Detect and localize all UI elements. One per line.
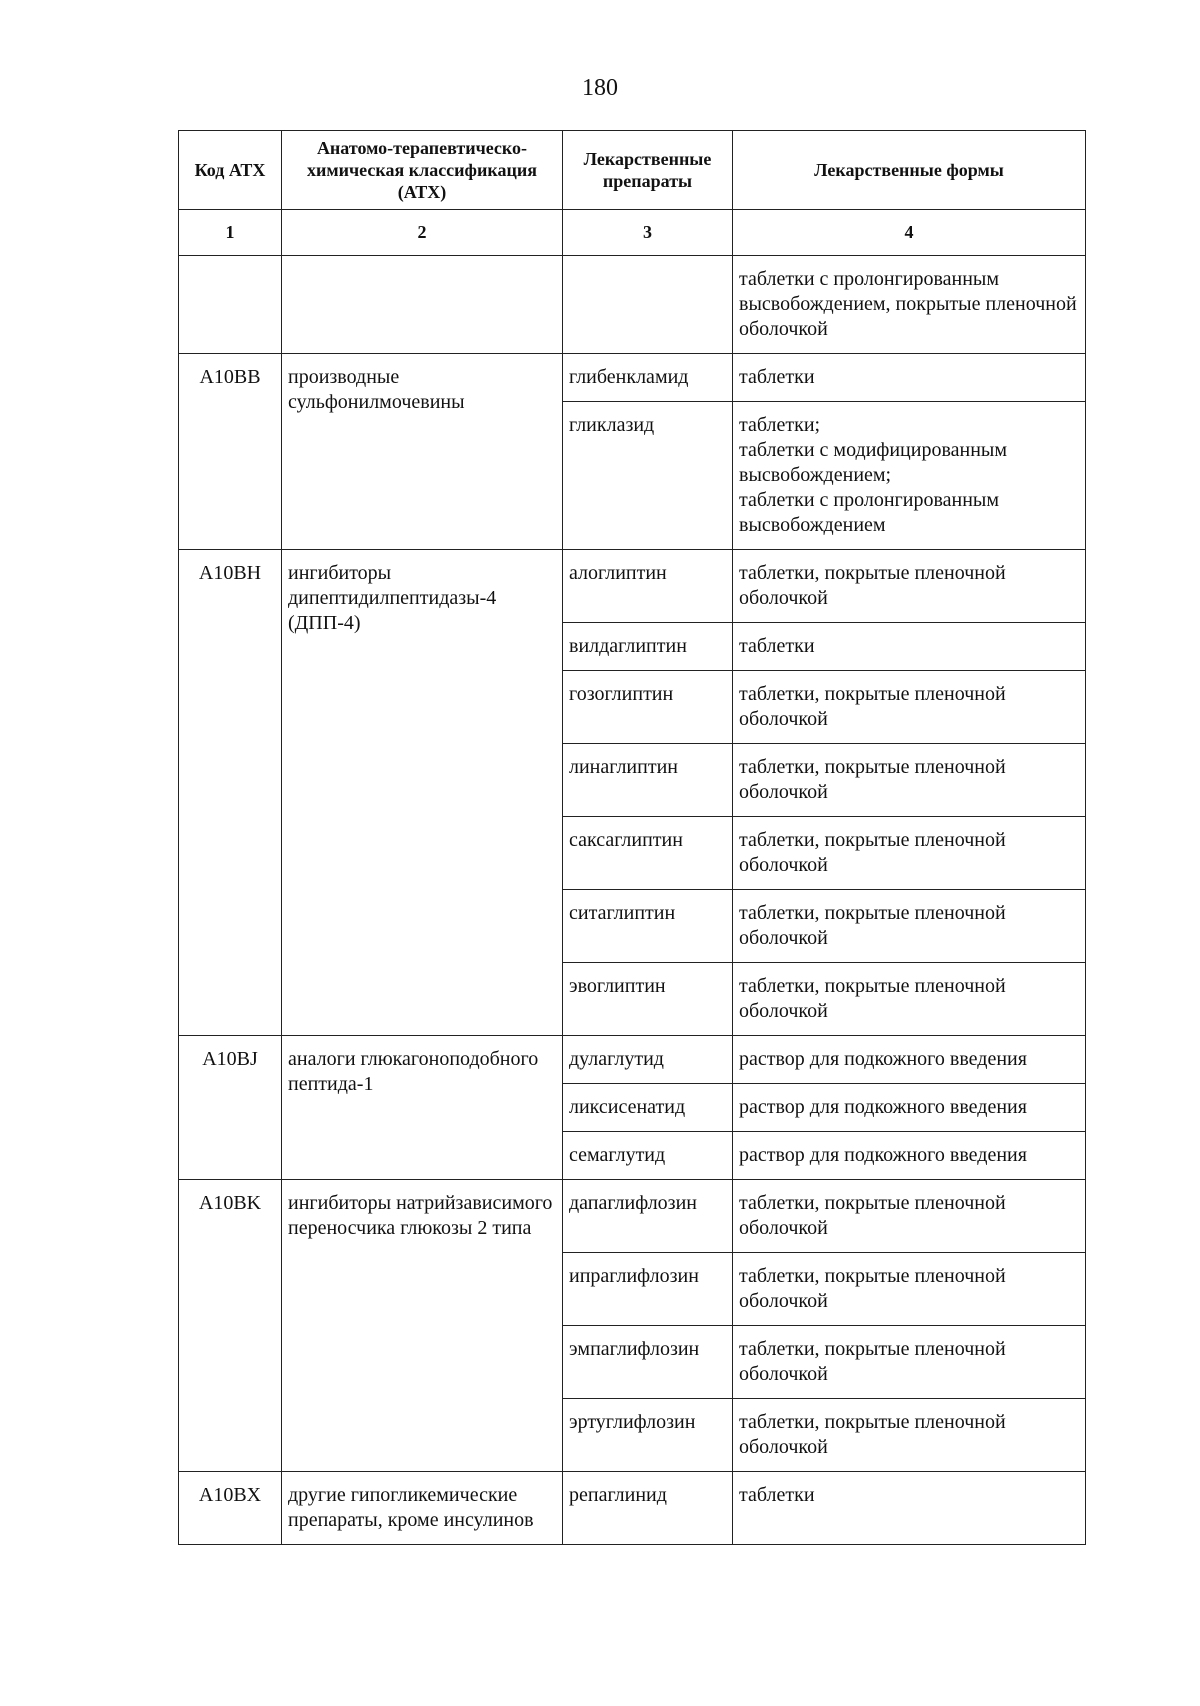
drug-name-cell: гозоглиптин	[563, 671, 733, 744]
drug-name-cell: дапаглифлозин	[563, 1180, 733, 1253]
dosage-form-cell	[733, 402, 1086, 550]
drug-name-cell: вилдаглиптин	[563, 623, 733, 671]
table-row	[179, 550, 1086, 623]
dosage-form-cell: таблетки с пролонгированным высвобождением, покрытые пленочной оболочкой	[733, 256, 1086, 354]
continuation-row	[179, 256, 1086, 354]
dosage-form-line: таблетки, покрытые пленочной оболочкой	[739, 1265, 1006, 1312]
dosage-form-line: таблетки, покрытые пленочной оболочкой	[739, 1338, 1006, 1385]
header-dosage-forms: Лекарственные формы	[733, 131, 1086, 210]
dosage-form-cell	[733, 1326, 1086, 1399]
header-atx-classification: Анатомо-терапевтическо-химическая классификация (АТХ)	[282, 131, 563, 210]
atx-code-cell: A10BH	[179, 550, 282, 1036]
table-row	[179, 354, 1086, 402]
table-row	[179, 1472, 1086, 1545]
classification-cell: производные сульфонилмочевины	[282, 354, 563, 550]
dosage-form-line: таблетки с пролонгированным высвобождением	[739, 489, 1000, 536]
classification-cell: аналоги глюкагоноподобного пептида-1	[282, 1036, 563, 1180]
dosage-form-line: таблетки	[739, 366, 815, 388]
header-row	[179, 131, 1086, 210]
dosage-form-cell	[733, 623, 1086, 671]
table-row	[179, 1036, 1086, 1084]
dosage-form-line: таблетки, покрытые пленочной оболочкой	[739, 683, 1006, 730]
dosage-form-line: таблетки с модифицированным высвобождением;	[739, 439, 1008, 486]
column-number-row	[179, 210, 1086, 256]
dosage-form-cell	[733, 1399, 1086, 1472]
empty-classification-cell	[282, 256, 563, 354]
dosage-form-line: таблетки, покрытые пленочной оболочкой	[739, 902, 1006, 949]
header-drugs: Лекарственные препараты	[563, 131, 733, 210]
drug-name-cell: ликсисенатид	[563, 1084, 733, 1132]
table-body	[179, 210, 1086, 1545]
drug-name-cell: семаглутид	[563, 1132, 733, 1180]
empty-drug-cell	[563, 256, 733, 354]
drug-name-cell: глибенкламид	[563, 354, 733, 402]
dosage-form-line: таблетки	[739, 635, 815, 657]
classification-cell: ингибиторы натрийзависимого переносчика глюкозы 2 типа	[282, 1180, 563, 1472]
drug-name-cell: линаглиптин	[563, 744, 733, 817]
dosage-form-line: раствор для подкожного введения	[739, 1144, 1027, 1166]
column-number: 2	[282, 210, 563, 256]
drug-name-cell: эмпаглифлозин	[563, 1326, 733, 1399]
atx-code-cell: A10BK	[179, 1180, 282, 1472]
dosage-form-cell	[733, 354, 1086, 402]
classification-cell: другие гипогликемические препараты, кроме инсулинов	[282, 1472, 563, 1545]
drug-name-cell: ипраглифлозин	[563, 1253, 733, 1326]
atx-code-cell: A10BX	[179, 1472, 282, 1545]
dosage-form-cell	[733, 1084, 1086, 1132]
drug-name-cell: саксаглиптин	[563, 817, 733, 890]
drug-name-cell: алоглиптин	[563, 550, 733, 623]
dosage-form-line: таблетки, покрытые пленочной оболочкой	[739, 975, 1006, 1022]
dosage-form-line: таблетки, покрытые пленочной оболочкой	[739, 756, 1006, 803]
column-number: 3	[563, 210, 733, 256]
dosage-form-line: таблетки, покрытые пленочной оболочкой	[739, 1192, 1006, 1239]
dosage-form-cell	[733, 963, 1086, 1036]
dosage-form-line: таблетки, покрытые пленочной оболочкой	[739, 829, 1006, 876]
drug-name-cell: ситаглиптин	[563, 890, 733, 963]
dosage-form-cell	[733, 1253, 1086, 1326]
page-number: 180	[582, 75, 618, 101]
drug-name-cell: репаглинид	[563, 1472, 733, 1545]
table-row	[179, 1180, 1086, 1253]
dosage-form-line: таблетки;	[739, 414, 821, 436]
dosage-form-line: раствор для подкожного введения	[739, 1096, 1027, 1118]
atx-code-cell: A10BJ	[179, 1036, 282, 1180]
dosage-form-line: таблетки	[739, 1484, 815, 1506]
dosage-form-cell	[733, 1036, 1086, 1084]
dosage-form-line: таблетки, покрытые пленочной оболочкой	[739, 1411, 1006, 1458]
empty-code-cell	[179, 256, 282, 354]
dosage-form-line: раствор для подкожного введения	[739, 1048, 1027, 1070]
dosage-form-cell	[733, 744, 1086, 817]
dosage-form-cell	[733, 890, 1086, 963]
dosage-form-cell	[733, 1180, 1086, 1253]
dosage-form-cell	[733, 1132, 1086, 1180]
atx-code-cell: A10BB	[179, 354, 282, 550]
dosage-form-cell	[733, 671, 1086, 744]
atx-drug-table	[178, 130, 1086, 1545]
dosage-form-line: таблетки, покрытые пленочной оболочкой	[739, 562, 1006, 609]
column-number: 1	[179, 210, 282, 256]
dosage-form-cell	[733, 1472, 1086, 1545]
drug-name-cell: гликлазид	[563, 402, 733, 550]
column-number: 4	[733, 210, 1086, 256]
classification-cell: ингибиторы дипептидилпептидазы-4 (ДПП-4)	[282, 550, 563, 1036]
header-atx-code: Код АТХ	[179, 131, 282, 210]
drug-name-cell: дулаглутид	[563, 1036, 733, 1084]
dosage-form-cell	[733, 550, 1086, 623]
dosage-form-cell	[733, 817, 1086, 890]
drug-name-cell: эвоглиптин	[563, 963, 733, 1036]
drug-name-cell: эртуглифлозин	[563, 1399, 733, 1472]
